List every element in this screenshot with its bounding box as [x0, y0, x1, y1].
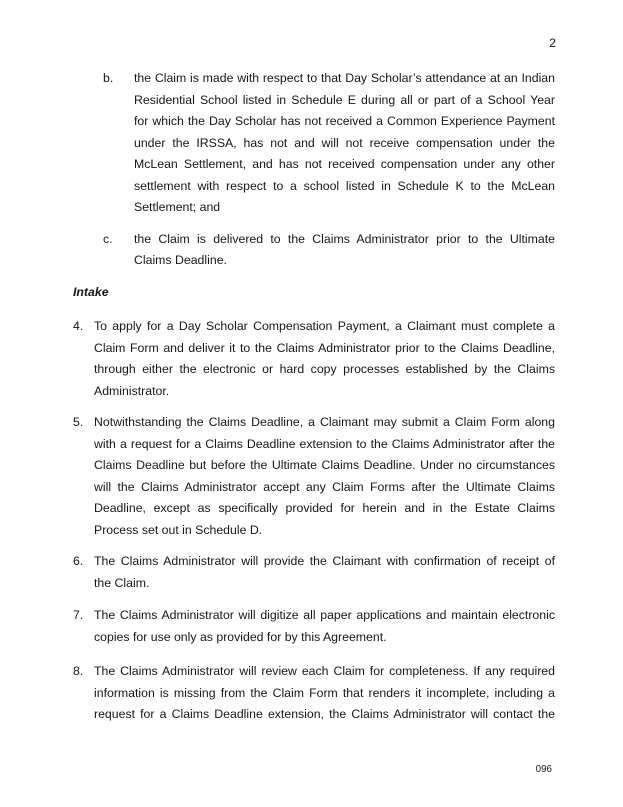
bates-number: 096 [535, 764, 552, 775]
paragraph-6-text: The Claims Administrator will provide the Claimant with confirmation of receipt of the Claim. [94, 554, 555, 590]
paragraph-5 [73, 412, 555, 541]
paragraph-8-text: The Claims Administrator will review each Claim for completeness. If any required information is missing from the Claim Form that renders it incomplete, including a request for a Claims Deadline extension, the Claims Administrator will contact the [94, 664, 555, 721]
list-item-c-text: the Claim is delivered to the Claims Administrator prior to the Ultimate Claims Deadline. [134, 231, 555, 267]
section-heading-intake: Intake [73, 284, 109, 299]
paragraph-4-number: 4. [73, 319, 84, 333]
list-item-b-label: b. [103, 71, 114, 85]
list-item-c-label: c. [103, 231, 113, 246]
paragraph-4-text: To apply for a Day Scholar Compensation Payment, a Claimant must complete a Claim Form and deliver it to the Claims Administrator prior to the Claims Deadline, through either the electronic or hard copy processes established by the Claims Administrator. [94, 319, 555, 398]
list-item-b-text: the Claim is made with respect to that Day Scholar’s attendance at an Indian Residential School listed in Schedule E during all or part of a School Year for which the Day Scholar has not received a Common Experience Payment under the IRSSA, has not and will not receive compensation under the McLean Settlement, and has not received compensation under any other settlement with respect to a school listed in Schedule K to the McLean Settlement; and [134, 71, 555, 214]
paragraph-4 [73, 316, 555, 402]
paragraph-6-number: 6. [73, 554, 84, 568]
paragraph-6 [73, 551, 555, 594]
paragraph-8 [73, 661, 555, 726]
paragraph-7-text: The Claims Administrator will digitize all paper applications and maintain electronic copies for use only as provided for by this Agreement. [94, 608, 555, 644]
paragraph-8-number: 8. [73, 664, 84, 678]
paragraph-5-text: Notwithstanding the Claims Deadline, a Claimant may submit a Claim Form along with a request for a Claims Deadline extension to the Claims Administrator after the Claims Deadline but before the Ultimate Claims Deadline. Under no circumstances will the Claims Administrator accept any Claim Forms after the Ultimate Claims Deadline, except as specifically provided for herein and in the Estate Claims Process set out in Schedule D. [94, 415, 555, 537]
paragraph-7-number: 7. [73, 608, 84, 622]
paragraph-5-number: 5. [73, 415, 84, 429]
list-item-b [103, 68, 555, 219]
paragraph-7 [73, 605, 555, 648]
list-item-c [103, 229, 555, 272]
page-content [73, 68, 555, 736]
page-number: 2 [549, 36, 556, 50]
